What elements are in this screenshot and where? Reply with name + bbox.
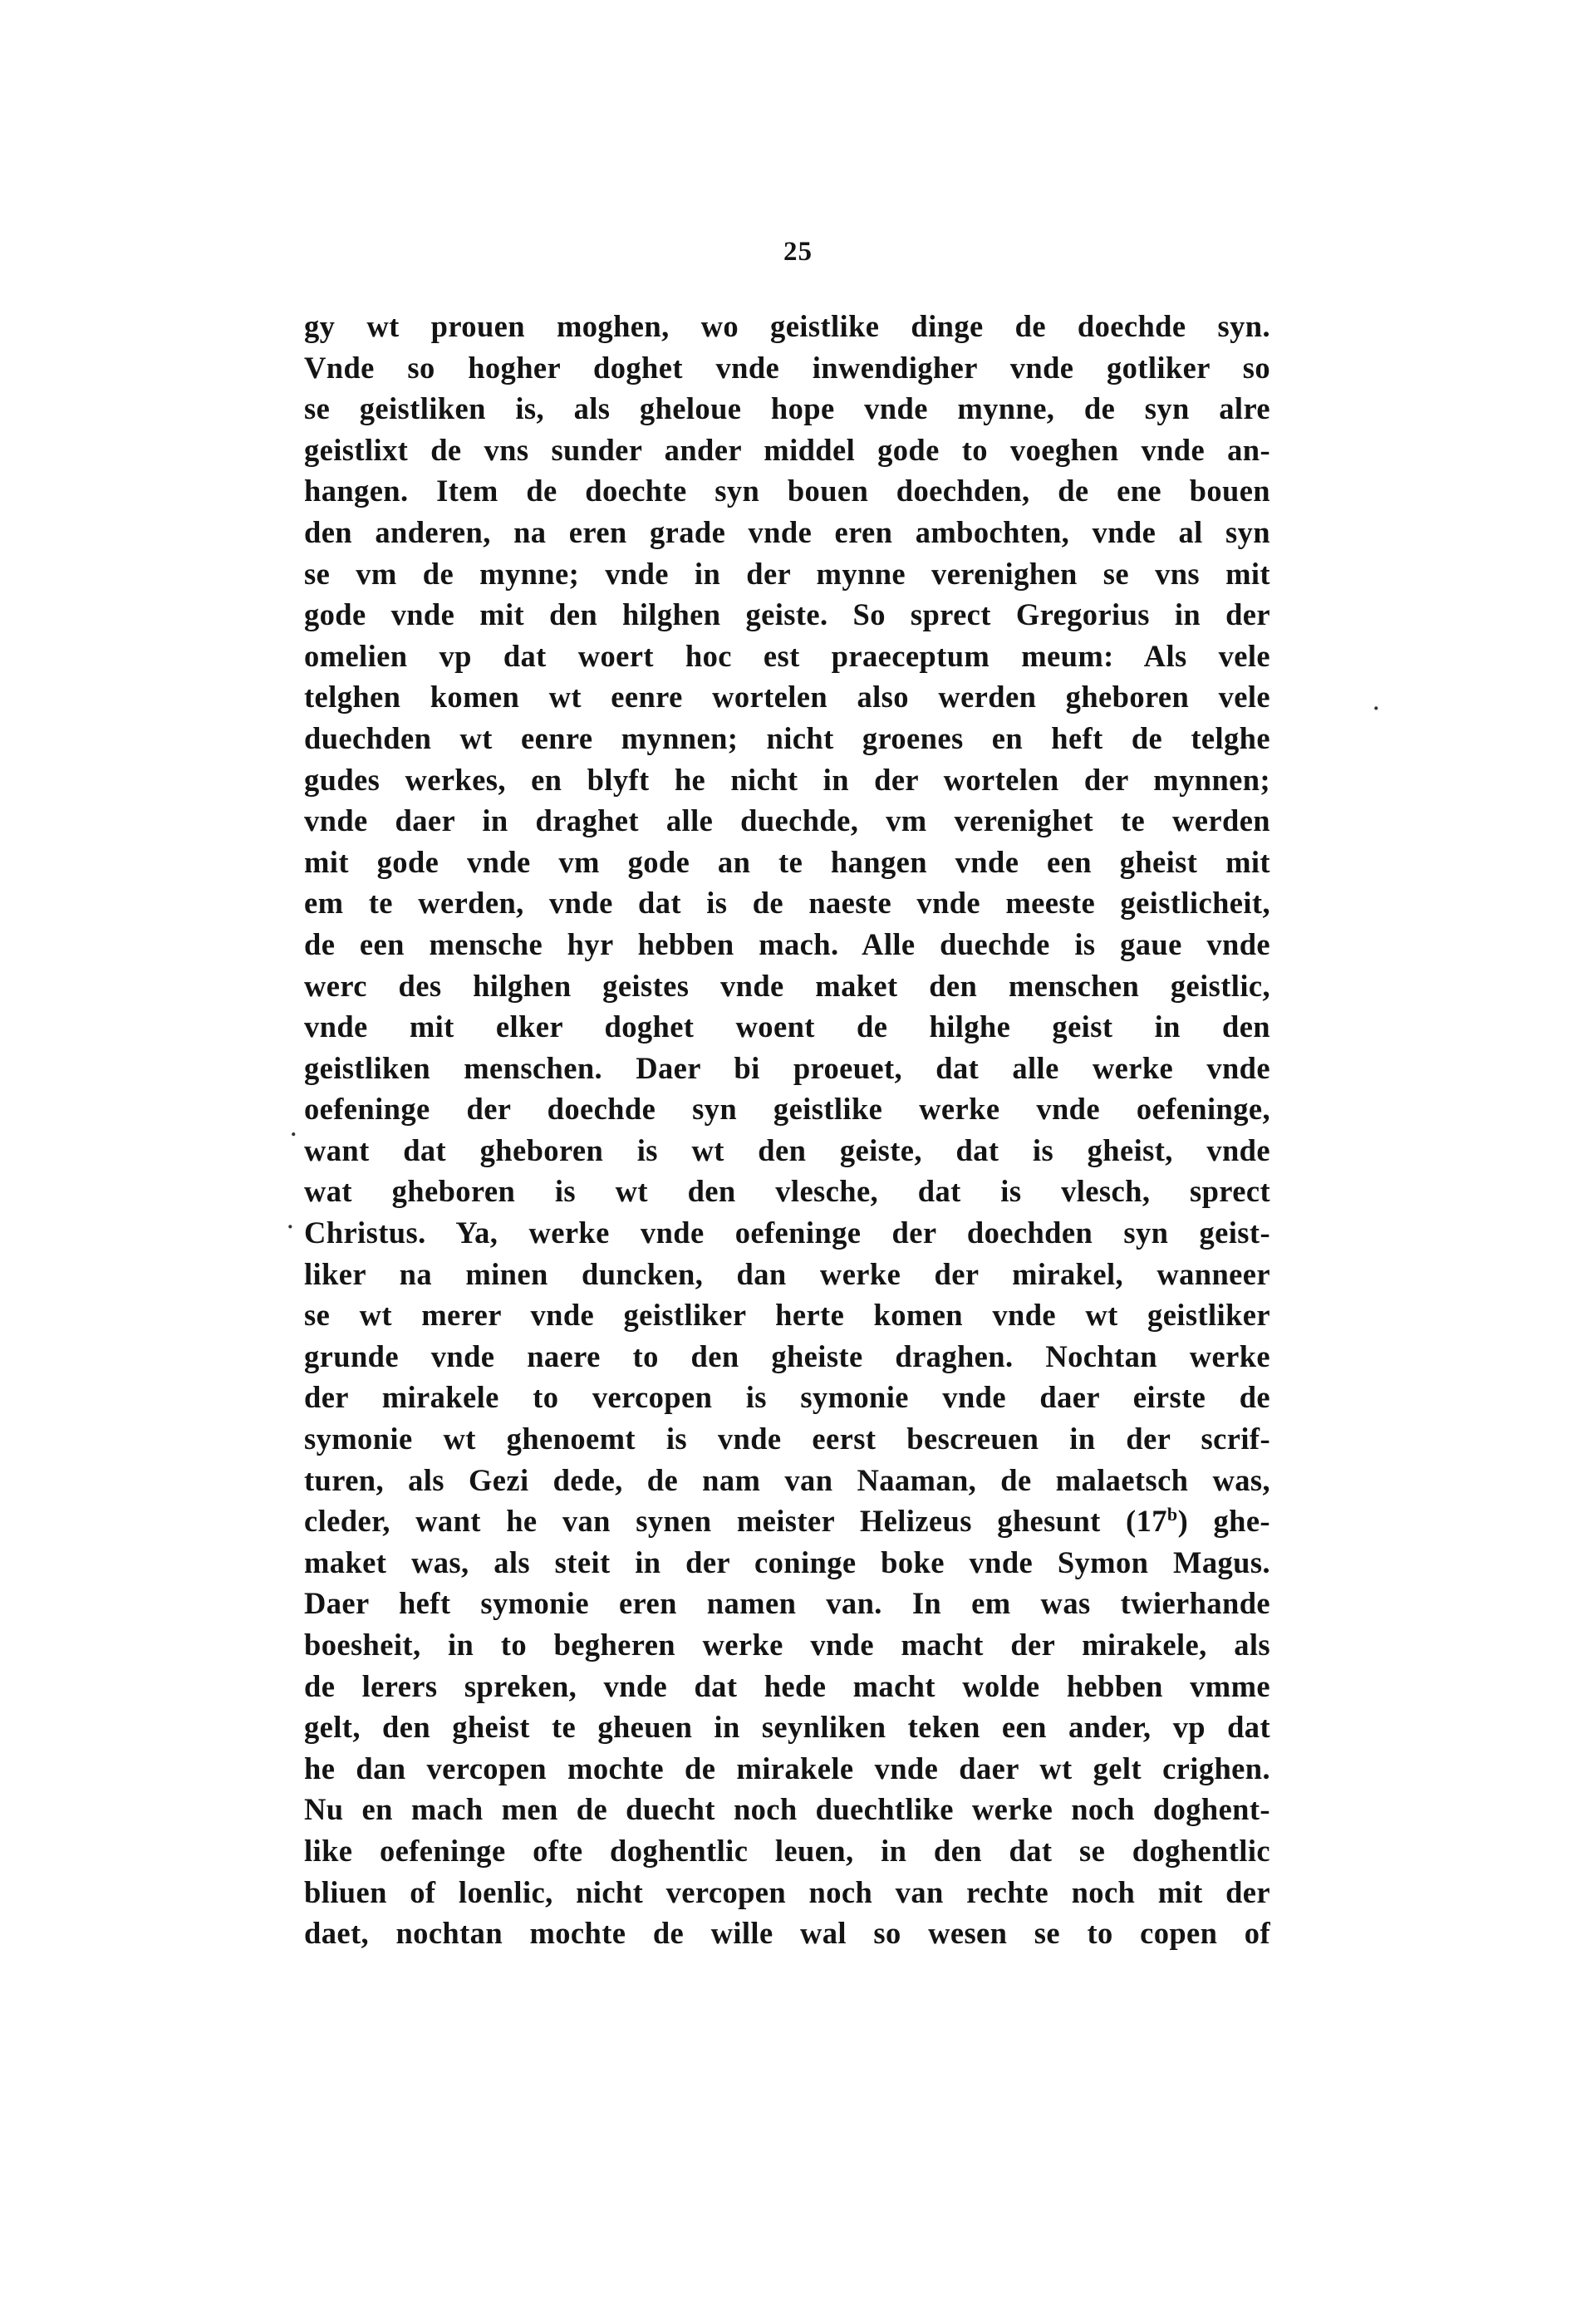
text-line: em te werden, vnde dat is de naeste vnde meeste geistlicheit,: [304, 886, 1270, 921]
text-line-tail: ) ghe-: [1177, 1504, 1270, 1539]
text-line: Christus. Ya, werke vnde oefeninge der doechden syn geist-: [304, 1216, 1270, 1250]
text-line: bliuen of loenlic, nicht vercopen noch van rechte noch mit der: [304, 1874, 1270, 1909]
text-line: geistlixt de vns sunder ander middel gode to voeghen vnde an-: [304, 432, 1270, 467]
text-line: se wt merer vnde geistliker herte komen vnde wt geistliker: [304, 1298, 1270, 1333]
text-line: gy wt prouen moghen, wo geistlike dinge de doechde syn.: [304, 309, 1270, 343]
text-line: omelien vp dat woert hoc est praeceptum meum: Als vele: [304, 638, 1270, 673]
text-line-main: cleder, want he van synen meister Helizeus ghesunt (17: [304, 1504, 1167, 1539]
text-line: hangen. Item de doechte syn bouen doechden, de ene bouen: [304, 474, 1270, 508]
text-line: se vm de mynne; vnde in der mynne verenighen se vns mit: [304, 556, 1270, 591]
text-line: gode vnde mit den hilghen geiste. So sprect Gregorius in der: [304, 597, 1270, 632]
text-line: gelt, den gheist te gheuen in seynliken teken een ander, vp dat: [304, 1710, 1270, 1745]
text-line-with-folio-reference: [304, 1500, 1270, 1542]
text-line: boesheit, in to begheren werke vnde macht der mirakele, als: [304, 1628, 1270, 1662]
text-line: he dan vercopen mochte de mirakele vnde daer wt gelt crighen.: [304, 1751, 1270, 1785]
text-line: Daer heft symonie eren namen van. In em was twierhande: [304, 1586, 1270, 1621]
page-number: 25: [783, 237, 813, 267]
text-line: de lerers spreken, vnde dat hede macht wolde hebben vmme: [304, 1668, 1270, 1703]
text-line: de een mensche hyr hebben mach. Alle duechde is gaue vnde: [304, 926, 1270, 961]
text-line: symonie wt ghenoemt is vnde eerst bescreuen in der scrif-: [304, 1422, 1270, 1456]
text-line: turen, als Gezi dede, de nam van Naaman, de malaetsch was,: [304, 1462, 1270, 1497]
margin-speck: ·: [287, 1215, 294, 1239]
text-line: oefeninge der doechde syn geistlike werke vnde oefeninge,: [304, 1092, 1270, 1127]
text-line: geistliken menschen. Daer bi proeuet, dat alle werke vnde: [304, 1050, 1270, 1085]
folio-superscript: b: [1166, 1504, 1178, 1525]
text-line: grunde vnde naere to den gheiste draghen. Nochtan werke: [304, 1338, 1270, 1373]
text-line: telghen komen wt eenre wortelen also werden gheboren vele: [304, 680, 1270, 715]
text-line: maket was, als steit in der coninge boke vnde Symon Magus.: [304, 1545, 1270, 1579]
text-line: liker na minen duncken, dan werke der mirakel, wanneer: [304, 1256, 1270, 1291]
text-line: want dat gheboren is wt den geiste, dat is gheist, vnde: [304, 1132, 1270, 1167]
text-line: vnde daer in draghet alle duechde, vm verenighet te werden: [304, 803, 1270, 838]
text-line: mit gode vnde vm gode an te hangen vnde een gheist mit: [304, 844, 1270, 879]
margin-speck: .: [291, 1117, 297, 1141]
text-line: der mirakele to vercopen is symonie vnde daer eirste de: [304, 1380, 1270, 1415]
text-line: Vnde so hogher doghet vnde inwendigher vnde gotliker so: [304, 350, 1270, 385]
text-line: like oefeninge ofte doghentlic leuen, in den dat se doghentlic: [304, 1833, 1270, 1868]
text-line: daet, nochtan mochte de wille wal so wesen se to copen of: [304, 1916, 1270, 1951]
margin-speck: ·: [1373, 696, 1380, 720]
text-line: den anderen, na eren grade vnde eren ambochten, vnde al syn: [304, 514, 1270, 549]
text-line: gudes werkes, en blyft he nicht in der wortelen der mynnen;: [304, 762, 1270, 797]
text-line: wat gheboren is wt den vlesche, dat is vlesch, sprect: [304, 1174, 1270, 1209]
text-line: duechden wt eenre mynnen; nicht groenes en heft de telghe: [304, 720, 1270, 755]
text-line: werc des hilghen geistes vnde maket den menschen geistlic,: [304, 968, 1270, 1003]
text-line: se geistliken is, als gheloue hope vnde mynne, de syn alre: [304, 391, 1270, 426]
body-text: [304, 306, 1270, 1954]
text-line: vnde mit elker doghet woent de hilghe geist in den: [304, 1009, 1270, 1044]
text-line: Nu en mach men de duecht noch duechtlike werke noch doghent-: [304, 1792, 1270, 1827]
